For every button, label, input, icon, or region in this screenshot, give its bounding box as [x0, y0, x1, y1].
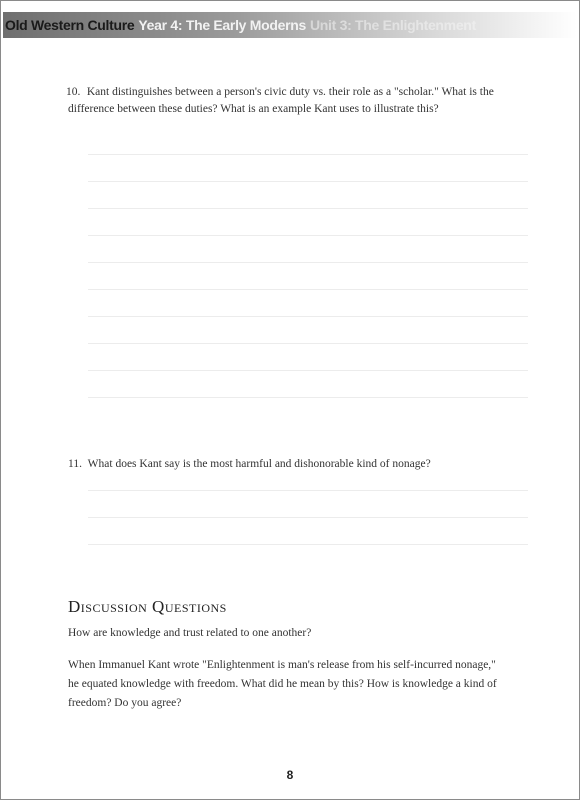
answer-line	[88, 235, 528, 236]
answer-line	[88, 517, 528, 518]
answer-line	[88, 316, 528, 317]
question-10	[68, 84, 518, 118]
answer-line	[88, 181, 528, 182]
discussion-question: When Immanuel Kant wrote "Enlightenment is man's release from his self-incurred nonage," he equated knowledge with freedom. What did he mean by this? How is knowledge a kind of freedom? Do you agree?	[68, 659, 497, 709]
answer-line	[88, 370, 528, 371]
answer-line	[88, 343, 528, 344]
answer-lines-10[interactable]	[88, 154, 528, 424]
answer-lines-11[interactable]	[88, 490, 528, 571]
answer-line	[88, 262, 528, 263]
answer-line	[88, 397, 528, 398]
answer-line	[88, 208, 528, 209]
header-series: Old Western Culture	[5, 17, 135, 33]
question-number: 11.	[68, 458, 82, 470]
answer-line	[88, 544, 528, 545]
answer-line	[88, 154, 528, 155]
question-text: Kant distinguishes between a person's civic duty vs. their role as a "scholar." What is the difference between these duties? What is an example Kant uses to illustrate this?	[68, 86, 494, 115]
discussion-question: How are knowledge and trust related to one another?	[68, 627, 312, 639]
page-number: 8	[286, 768, 294, 782]
header-unit: Unit 3: The Enlightenment	[309, 17, 476, 33]
section-title: Discussion Questions	[68, 597, 227, 616]
answer-line	[88, 289, 528, 290]
question-11	[68, 456, 518, 473]
header-year: Year 4: The Early Moderns	[138, 17, 306, 33]
running-header	[3, 12, 577, 38]
answer-line	[88, 490, 528, 491]
question-text: What does Kant say is the most harmful and dishonorable kind of nonage?	[87, 458, 431, 470]
question-number: 10.	[66, 86, 81, 98]
